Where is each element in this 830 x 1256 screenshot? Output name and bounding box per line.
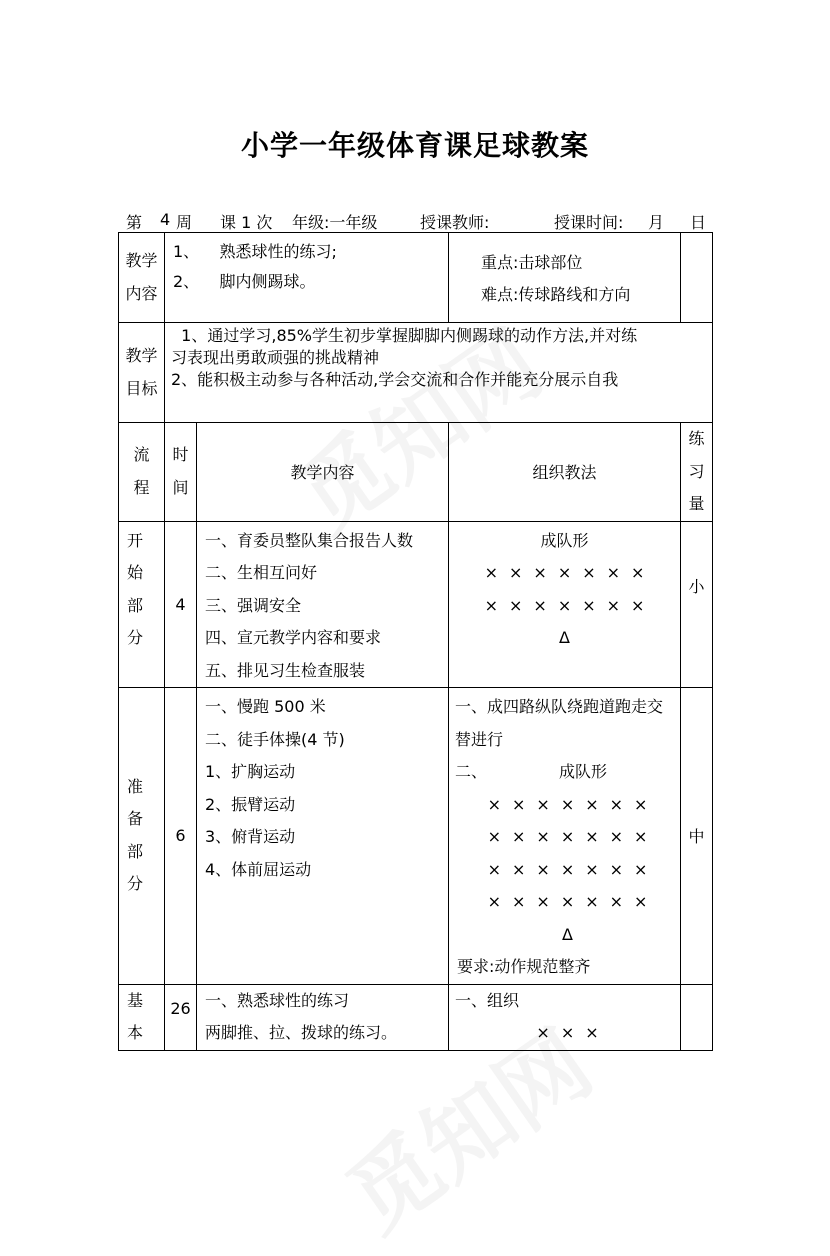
- content-label-2: 内容: [125, 283, 158, 303]
- flow-header-1: 流: [133, 445, 150, 465]
- prep-name-char: 准: [127, 776, 144, 796]
- prep-method-line: 替进行: [455, 729, 504, 749]
- method-header: 组织教法: [449, 423, 681, 522]
- header-row: [119, 423, 713, 522]
- time-header: [165, 423, 197, 522]
- prep-name-char: 分: [127, 874, 144, 894]
- content-empty-cell: [681, 233, 713, 323]
- goal-label-2: 目标: [125, 378, 158, 398]
- goal-label-cell: [119, 323, 165, 423]
- basic-time: 26: [165, 984, 197, 1050]
- goal-line: 2、能积极主动参与各种活动,学会交流和合作并能充分展示自我: [171, 370, 619, 389]
- amount-header-3: 量: [688, 494, 705, 513]
- goal-text-cell: [165, 323, 713, 423]
- time-header-1: 时: [172, 445, 189, 465]
- prep-amount: 中: [681, 688, 713, 985]
- prep-content-item: 4、体前屈运动: [205, 859, 312, 879]
- amount-header: [681, 423, 713, 522]
- lesson-plan-table: [118, 232, 713, 1051]
- content-items-cell: [165, 233, 449, 323]
- teacher-mark: Δ: [559, 628, 570, 647]
- goal-row: [119, 323, 713, 423]
- amount-header-2: 习: [688, 461, 705, 481]
- prep-name-char: 部: [127, 841, 144, 861]
- prep-time: 6: [165, 688, 197, 985]
- formation-row: ×××××××: [484, 563, 656, 582]
- prep-content-cell: [197, 688, 449, 985]
- start-section-row: [119, 521, 713, 688]
- start-name-char: 开: [127, 530, 144, 550]
- difficulty: 难点:传球路线和方向: [481, 285, 631, 304]
- prep-method-line: 一、成四路纵队绕跑道跑走交: [455, 697, 664, 716]
- page-title: 小学一年级体育课足球教案: [240, 129, 589, 162]
- teacher-label: 授课教师:: [420, 213, 490, 232]
- start-content-item: 一、育委员整队集合报告人数: [205, 530, 414, 550]
- content-header: 教学内容: [197, 423, 449, 522]
- time-header-2: 间: [172, 477, 189, 497]
- prep-section-row: [119, 688, 713, 985]
- basic-name-cell: [119, 984, 165, 1050]
- lesson-count: 课 1 次: [220, 213, 273, 232]
- start-name-cell: [119, 521, 165, 688]
- basic-name-char: 本: [127, 1023, 144, 1042]
- start-name-char: 部: [127, 595, 144, 615]
- basic-method-cell: [449, 984, 681, 1050]
- start-content-item: 四、宣元教学内容和要求: [205, 628, 382, 647]
- key-point: 重点:击球部位: [481, 253, 583, 272]
- flow-header-2: 程: [133, 477, 150, 497]
- prep-content-item: 一、慢跑 500 米: [205, 697, 326, 716]
- prep-requirement: 要求:动作规范整齐: [457, 957, 591, 976]
- prep-formation-heading: [455, 756, 680, 789]
- basic-content-cell: [197, 984, 449, 1050]
- grade-label: 年级:一年级: [292, 213, 378, 232]
- flow-header: [119, 423, 165, 522]
- prep-method-cell: [449, 688, 681, 985]
- week-label: 第: [126, 213, 143, 232]
- basic-content-item: 一、熟悉球性的练习: [205, 990, 350, 1010]
- basic-content-item: 两脚推、拉、拨球的练习。: [205, 1023, 398, 1042]
- formation-row: ×××××××: [487, 794, 659, 814]
- content-label-1: 教学: [125, 251, 158, 270]
- start-formation-title: 成队形: [540, 530, 589, 550]
- start-method-cell: [449, 521, 681, 688]
- start-content-item: 三、强调安全: [205, 595, 302, 615]
- prep-name-cell: [119, 688, 165, 985]
- prep-formation-title: 成队形: [559, 762, 608, 781]
- basic-name-char: 基: [127, 990, 144, 1010]
- formation-row: ×××××××: [487, 892, 659, 911]
- week-value: 4: [160, 210, 171, 229]
- start-name-char: 分: [127, 628, 144, 647]
- start-name-char: 始: [127, 563, 144, 582]
- start-time: 4: [165, 521, 197, 688]
- prep-name-char: 备: [127, 809, 144, 829]
- month-label: 月: [648, 213, 665, 232]
- teacher-mark: Δ: [562, 924, 573, 944]
- basic-section-row: [119, 984, 713, 1050]
- start-amount: 小: [681, 521, 713, 688]
- formation-row: ×××××××: [487, 827, 659, 846]
- basic-method-line: 一、组织: [455, 990, 520, 1010]
- goal-label-1: 教学: [125, 346, 158, 365]
- start-content-item: 二、生相互问好: [205, 563, 318, 582]
- amount-header-1: 练: [688, 429, 705, 448]
- prep-content-item: 3、俯背运动: [205, 827, 296, 846]
- content-row: [119, 233, 713, 323]
- content-item: 2、 脚内侧踢球。: [173, 272, 316, 291]
- focus-cell: [449, 233, 681, 323]
- week-unit: 周: [176, 213, 193, 232]
- prep-content-item: 2、振臂运动: [205, 794, 296, 814]
- prep-method-num: 二、: [455, 762, 488, 781]
- start-content-item: 五、排见习生检查服装: [205, 660, 366, 680]
- goal-line: 1、通过学习,85%学生初步掌握脚脚内侧踢球的动作方法,并对练: [171, 326, 638, 345]
- content-label-cell: [119, 233, 165, 323]
- goal-line: 习表现出勇敢顽强的挑战精神: [171, 348, 380, 367]
- formation-row: ×××: [536, 1023, 610, 1042]
- basic-amount-cell: [681, 984, 713, 1050]
- time-label: 授课时间:: [554, 213, 624, 232]
- content-item: 1、 熟悉球性的练习;: [173, 242, 337, 261]
- day-label: 日: [690, 213, 707, 232]
- formation-row: ×××××××: [484, 595, 656, 615]
- prep-content-item: 二、徒手体操(4 节): [205, 729, 345, 749]
- prep-content-item: 1、扩胸运动: [205, 762, 296, 781]
- formation-row: ×××××××: [487, 859, 659, 879]
- start-content-cell: [197, 521, 449, 688]
